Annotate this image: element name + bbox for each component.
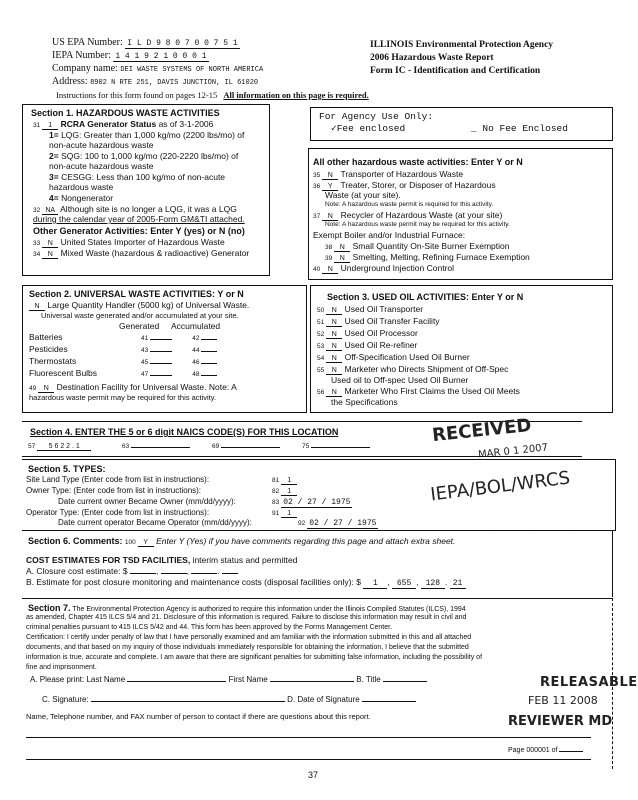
signature-date-field[interactable] — [362, 701, 416, 702]
q35-label: Transporter of Hazardous Waste — [340, 169, 464, 179]
closure-cost-field[interactable] — [222, 573, 238, 574]
item-label: Marketer who Directs Shipment of Off-Spec — [344, 364, 509, 374]
operator-date-label: Date current operator Became Operator (mm/dd/yyyy): — [58, 518, 252, 527]
uw-gen-field[interactable] — [150, 363, 172, 364]
q34-number: 34 — [33, 251, 41, 258]
q32-cont: during the calendar year of 2005-Form GM&TI attached. — [33, 214, 245, 224]
used-oil-item — [317, 352, 470, 363]
section3-box — [310, 285, 613, 413]
address-field[interactable]: 8902 N RTE 251, DAVIS JUNCTION, IL 61020 — [90, 79, 259, 87]
lqh-field[interactable]: N — [29, 303, 45, 311]
other-activities-box — [308, 148, 613, 280]
comments-num: 100 — [124, 539, 136, 546]
owner-type-label: Owner Type: (Enter code from list in instructions): — [26, 486, 202, 495]
contact-field[interactable] — [26, 737, 591, 738]
q31-row — [33, 119, 213, 130]
section3-title: Section 3. USED OIL ACTIVITIES: Enter Y or N — [327, 292, 524, 302]
post-closure-label: B. Estimate for post closure monitoring and maintenance costs (disposal facilities only): $ — [26, 577, 361, 587]
item-label: Off-Specification Used Oil Burner — [344, 352, 470, 362]
item-field[interactable]: N — [326, 367, 342, 375]
option-sqg — [49, 151, 238, 161]
last-name-field[interactable] — [127, 681, 226, 682]
print-name-row — [30, 675, 427, 684]
page-of: of — [551, 747, 558, 754]
first-name-field[interactable] — [270, 681, 354, 682]
signature-field[interactable] — [91, 701, 285, 702]
operator-date-num: 92 — [298, 520, 306, 527]
section1-box — [22, 104, 270, 276]
required-note: All information on this page is required. — [223, 90, 369, 100]
uw-label: Thermostats — [29, 356, 77, 366]
option-text: SQG: 100 to 1,000 kg/mo (220-2220 lbs/mo) of — [61, 151, 239, 161]
company-field[interactable]: DEI WASTE SYSTEMS OF NORTH AMERICA — [120, 66, 264, 74]
q38-number: 38 — [325, 244, 333, 251]
q49-row — [29, 382, 237, 393]
office-stamp: IEPA/BOL/WRCS — [429, 467, 572, 506]
q35-row — [313, 169, 463, 180]
section6-title: Section 6. Comments: — [28, 536, 123, 546]
item-field[interactable]: N — [326, 331, 342, 339]
iepa-number-label: IEPA Number: — [52, 50, 111, 61]
option-text: LQG: Greater than 1,000 kg/mo (2200 lbs/mo) of — [61, 130, 245, 140]
item-number: 52 — [317, 331, 325, 338]
page-total-field[interactable] — [559, 751, 583, 752]
naics-field[interactable] — [131, 447, 190, 448]
naics-num: 69 — [212, 443, 220, 450]
fee-enclosed-label: Fee enclosed — [336, 123, 406, 134]
owner-date-num: 83 — [272, 499, 280, 506]
item-label: Used Oil Transporter — [344, 304, 424, 314]
q34-field[interactable]: N — [42, 251, 58, 259]
used-oil-item — [317, 340, 417, 351]
q40-label: Underground Injection Control — [340, 263, 455, 273]
option-lqg — [49, 130, 244, 140]
closure-cost-field[interactable] — [130, 573, 156, 574]
q34-row — [33, 248, 249, 259]
q36-note: Note: A hazardous waste permit is required for this activity. — [325, 201, 494, 208]
company-label: Company name: — [52, 63, 118, 74]
q35-field[interactable]: N — [322, 172, 338, 180]
divider — [26, 759, 591, 760]
section5-title: Section 5. TYPES: — [28, 464, 106, 474]
q38-field[interactable]: N — [334, 244, 350, 252]
option-key: 1= — [49, 130, 59, 140]
used-oil-item — [317, 328, 418, 339]
lqh-row — [29, 300, 249, 311]
uw-acc-field[interactable] — [201, 363, 217, 364]
post-closure-field[interactable]: 128 — [421, 579, 445, 589]
instructions-text: Instructions for this form found on pages 12-15 — [56, 90, 218, 100]
owner-type-row — [272, 486, 297, 496]
used-oil-item — [317, 364, 508, 375]
section7-text: as amended, Chapter 415 ILCS 5/4 and 21. Disclosure of this information is required. Failure to disclose this information may result in civil and — [26, 614, 467, 621]
post-closure-field[interactable]: 1 — [363, 579, 387, 589]
section1-title: Section 1. HAZARDOUS WASTE ACTIVITIES — [31, 108, 220, 118]
q39-label: Smelting, Melting, Refining Furnace Exemption — [352, 252, 530, 262]
q31-number: 31 — [33, 122, 41, 129]
page-value: 000001 — [526, 747, 550, 754]
comments-note: Enter Y (Yes) if you have comments regarding this page and attach extra sheet. — [156, 536, 456, 546]
cost-title-row — [26, 555, 297, 565]
epa-number-row — [52, 37, 240, 49]
uw-label: Batteries — [29, 332, 63, 342]
operator-date-field[interactable]: 02 / 27 / 1975 — [309, 519, 377, 528]
q39-field[interactable]: N — [334, 255, 350, 263]
comments-field[interactable]: Y — [138, 539, 154, 547]
q49-field[interactable]: N — [38, 385, 54, 393]
address-label: Address: — [52, 76, 88, 87]
contact-label: Name, Telephone number, and FAX number of person to contact if there are questions about this report. — [26, 712, 371, 721]
naics-code — [212, 440, 280, 450]
post-closure-field[interactable]: 21 — [450, 579, 466, 589]
uw-acc-field[interactable] — [201, 351, 217, 352]
q40-field[interactable]: N — [322, 266, 338, 274]
closure-cost-label: A. Closure cost estimate: $ — [26, 566, 128, 576]
q36-cont: Waste (at your site). — [325, 190, 401, 200]
section7-text: criminal penalties pursuant to 415 ILCS 5/42 and 44. This form has been approved by the Forms Management Center. — [26, 624, 393, 631]
signature-label: C. Signature: — [42, 695, 89, 704]
signature-date-label: D. Date of Signature — [287, 695, 360, 704]
item-number: 55 — [317, 367, 325, 374]
page-count — [508, 747, 583, 754]
instructions-line — [56, 90, 369, 100]
post-closure-field[interactable]: 655 — [392, 579, 416, 589]
q36-label: Treater, Storer, or Disposer of Hazardous — [340, 180, 496, 190]
uw-gen-num: 41 — [141, 335, 149, 342]
company-row — [52, 63, 263, 74]
q49-label: Destination Facility for Universal Waste. Note: A — [56, 382, 237, 392]
agency-use-box — [310, 107, 613, 141]
option-key: 2= — [49, 151, 59, 161]
post-closure-row: B. Estimate for post closure monitoring and maintenance costs (disposal facilities only): $ 1 , 655 , 128 . 21 — [26, 577, 466, 589]
uw-acc-num: 48 — [192, 371, 200, 378]
q33-label: United States Importer of Hazardous Waste — [60, 237, 225, 247]
q32-label: Although site is no longer a LQG, it was a LQG — [60, 204, 237, 214]
item-field[interactable]: N — [326, 389, 342, 397]
certification-text: Certification: I certify under penalty of law that I have personally examined and am familiar with the information submitted in this and all attached — [26, 634, 472, 641]
address-row — [52, 76, 258, 87]
uw-gen-field[interactable] — [150, 339, 172, 340]
uw-acc-num: 44 — [192, 347, 200, 354]
exempt-label: Exempt Boiler and/or Industrial Furnace: — [313, 230, 466, 240]
naics-field[interactable] — [311, 447, 370, 448]
operator-type-row — [272, 508, 297, 518]
option-cesqg — [49, 172, 225, 182]
page-number: 37 — [308, 770, 319, 780]
owner-date-field[interactable]: 02 / 27 / 1975 — [283, 498, 351, 507]
naics-field[interactable]: 5 6 2 2 . 1 — [37, 443, 91, 451]
fee-enclosed-option[interactable]: ✓Fee enclosed — [331, 123, 406, 134]
uw-acc-field[interactable] — [201, 339, 217, 340]
closure-cost-field[interactable] — [161, 573, 187, 574]
uw-row — [29, 332, 217, 342]
owner-type-num: 82 — [272, 488, 280, 495]
option-key: 4= — [49, 193, 59, 203]
uw-gen-num: 47 — [141, 371, 149, 378]
section2-box — [22, 285, 307, 413]
operator-type-num: 91 — [272, 510, 280, 517]
item-field[interactable]: N — [326, 319, 342, 327]
option-text: CESGG: Less than 100 kg/mo of non-acute — [61, 172, 226, 182]
naics-code — [302, 440, 370, 450]
q31-field[interactable]: 1 — [42, 122, 58, 130]
uw-row — [29, 344, 217, 354]
q32-field[interactable]: NA — [42, 207, 58, 215]
cost-title: COST ESTIMATES FOR TSD FACILITIES, — [26, 555, 191, 565]
uw-gen-field[interactable] — [150, 375, 172, 376]
operator-date-row — [298, 518, 378, 529]
item-label: Used Oil Re-refiner — [344, 340, 418, 350]
item-number: 51 — [317, 319, 325, 326]
title-label: B. Title — [356, 675, 381, 684]
owner-type-field[interactable]: 1 — [281, 488, 297, 496]
used-oil-item-cont: the Specifications — [331, 397, 398, 407]
item-number: 53 — [317, 343, 325, 350]
q36-number: 36 — [313, 183, 321, 190]
lqh-label: Large Quantity Handler (5000 kg) of Universal Waste. — [47, 300, 250, 310]
form-title: Form IC - Identification and Certification — [370, 66, 541, 76]
item-number: 50 — [317, 307, 325, 314]
release-date-stamp: FEB 11 2008 — [528, 694, 598, 707]
owner-date-label: Date current owner Became Owner (mm/dd/yyyy): — [58, 497, 236, 506]
used-oil-item — [317, 316, 440, 327]
owner-date-row — [272, 497, 352, 508]
closure-cost-row: A. Closure cost estimate: $ , , . — [26, 566, 238, 576]
iepa-number-row — [52, 50, 209, 62]
naics-field[interactable] — [221, 447, 280, 448]
q38-row — [325, 241, 509, 252]
certification-text: documents, and that based on my inquiry of those individuals immediately responsible for obtaining the information, I believe that the submitted — [26, 644, 469, 651]
title-field[interactable] — [383, 681, 427, 682]
item-number: 54 — [317, 355, 325, 362]
uw-label: Pesticides — [29, 344, 68, 354]
col-accumulated: Accumulated — [171, 321, 221, 331]
naics-code — [28, 440, 91, 451]
item-label: Marketer Who First Claims the Used Oil Meets — [344, 386, 520, 396]
closure-cost-field[interactable] — [191, 573, 217, 574]
site-land-row — [272, 475, 297, 485]
q39-number: 39 — [325, 255, 333, 262]
col-generated: Generated — [119, 321, 160, 331]
q33-field[interactable]: N — [42, 240, 58, 248]
uw-acc-field[interactable] — [201, 375, 217, 376]
cost-sub: interim status and permitted — [192, 555, 298, 565]
epa-number-field[interactable]: I L D 9 8 0 7 0 0 7 5 1 — [127, 39, 238, 48]
report-title: 2006 Hazardous Waste Report — [370, 53, 494, 63]
site-land-label: Site Land Type (Enter code from list in instructions): — [26, 475, 210, 484]
item-field[interactable]: N — [326, 343, 342, 351]
received-date-stamp: MAR 0 1 2007 — [477, 442, 549, 461]
q37-note: Note: A hazardous waste permit may be required for this activity. — [325, 221, 510, 228]
section7-title: Section 7. — [28, 603, 71, 613]
section7-text: The Environmental Protection Agency is authorized to require this information under the Illinois Compiled Statutes (ILCS), 1994 — [72, 606, 466, 613]
section7 — [22, 598, 613, 769]
section7-line — [28, 603, 466, 613]
used-oil-item — [317, 304, 423, 315]
q31-suffix: as of 3-1-2006 — [158, 119, 214, 129]
q35-number: 35 — [313, 172, 321, 179]
section2-sub: Universal waste generated and/or accumulated at your site. — [41, 311, 239, 320]
q36-field[interactable]: Y — [322, 183, 338, 191]
naics-code — [122, 440, 190, 450]
naics-num: 75 — [302, 443, 310, 450]
option-cesqg-cont: hazardous waste — [49, 182, 114, 192]
q32-number: 32 — [33, 207, 41, 214]
item-label: Used Oil Transfer Facility — [344, 316, 440, 326]
received-stamp: RECEIVED — [431, 414, 533, 447]
operator-type-field[interactable]: 1 — [281, 510, 297, 518]
q49-cont: hazardous waste permit may be required for this activity. — [29, 393, 217, 402]
other-activities-title: All other hazardous waste activities: Enter Y or N — [313, 157, 523, 167]
section4-title: Section 4. ENTER THE 5 or 6 digit NAICS CODE(S) FOR THIS LOCATION — [30, 427, 339, 437]
option-text: Nongenerator — [61, 193, 114, 203]
uw-gen-num: 43 — [141, 347, 149, 354]
used-oil-item-cont: Used oil to Off-spec Used Oil Burner — [331, 375, 469, 385]
first-name-label: First Name — [228, 675, 268, 684]
naics-num: 63 — [122, 443, 130, 450]
other-generator-title: Other Generator Activities: Enter Y (yes) or N (no) — [33, 226, 245, 236]
option-nongenerator — [49, 193, 113, 203]
item-label: Used Oil Processor — [344, 328, 418, 338]
q34-label: Mixed Waste (hazardous & radioactive) Generator — [60, 248, 250, 258]
uw-gen-field[interactable] — [150, 351, 172, 352]
item-number: 56 — [317, 389, 325, 396]
reviewer-stamp: REVIEWER MD — [508, 714, 613, 729]
certification-text: information is true, accurate and complete. I am aware that there are significant penalties for submitting false information, including the possibility of — [26, 654, 483, 661]
section5-box — [22, 459, 616, 531]
no-fee-option[interactable]: _ No Fee Enclosed — [471, 123, 568, 134]
no-fee-label: No Fee Enclosed — [482, 123, 568, 134]
releasable-stamp: RELEASABLE — [540, 675, 638, 690]
uw-row — [29, 368, 217, 378]
q31-label: RCRA Generator Status — [60, 119, 157, 129]
q39-row — [325, 252, 530, 263]
last-name-label: A. Please print: Last Name — [30, 675, 126, 684]
q40-number: 40 — [313, 266, 321, 273]
operator-type-label: Operator Type: (Enter code from list in instructions): — [26, 508, 210, 517]
q40-row — [313, 263, 454, 274]
site-land-num: 81 — [272, 477, 280, 484]
site-land-field[interactable]: 1 — [281, 477, 297, 485]
signature-row — [42, 695, 416, 704]
agency-use-title: For Agency Use Only: — [319, 111, 434, 122]
comments-row — [28, 536, 455, 547]
uw-gen-num: 45 — [141, 359, 149, 366]
epa-number-label: US EPA Number: — [52, 37, 123, 48]
q37-field[interactable]: N — [322, 213, 338, 221]
page-label: Page — [508, 747, 525, 754]
q38-label: Small Quantity On-Site Burner Exemption — [352, 241, 510, 251]
section6 — [22, 530, 613, 597]
section2-title: Section 2. UNIVERSAL WASTE ACTIVITIES: Y or N — [29, 289, 244, 299]
option-key: 3= — [49, 172, 59, 182]
uw-row — [29, 356, 217, 366]
used-oil-item — [317, 386, 520, 397]
uw-acc-num: 46 — [192, 359, 200, 366]
q49-number: 49 — [29, 385, 37, 392]
uw-label: Fluorescent Bulbs — [29, 368, 98, 378]
q37-number: 37 — [313, 213, 321, 220]
option-sqg-cont: non-acute hazardous waste — [49, 161, 154, 171]
item-field[interactable]: N — [326, 307, 342, 315]
q33-number: 33 — [33, 240, 41, 247]
iepa-number-field[interactable]: 1 4 1 9 2 1 0 0 0 1 — [115, 52, 207, 61]
option-lqg-cont: non-acute hazardous waste — [49, 140, 154, 150]
agency-name: ILLINOIS Environmental Protection Agency — [370, 40, 554, 50]
uw-acc-num: 42 — [192, 335, 200, 342]
q33-row — [33, 237, 225, 248]
item-field[interactable]: N — [326, 355, 342, 363]
q37-row — [313, 210, 502, 221]
q37-label: Recycler of Hazardous Waste (at your site) — [340, 210, 503, 220]
naics-num: 57 — [28, 443, 36, 450]
certification-text: fine and imprisonment. — [26, 664, 97, 671]
